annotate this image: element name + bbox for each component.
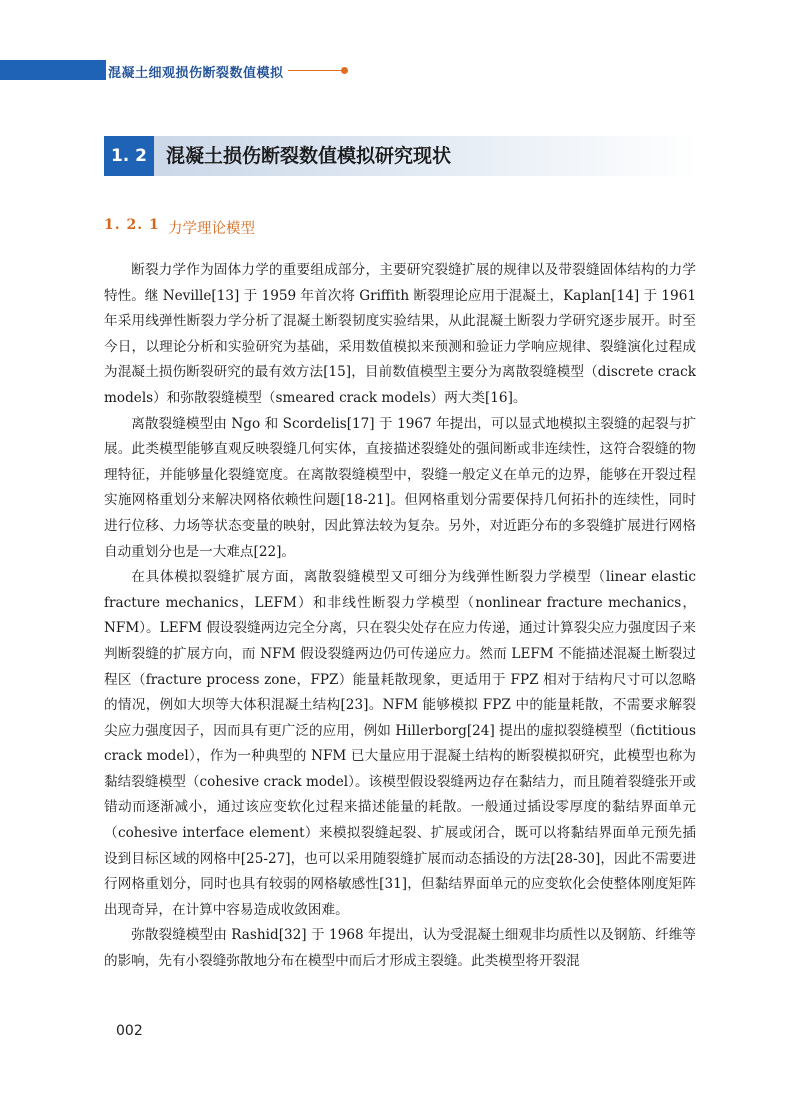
header-band	[0, 60, 106, 80]
body-text	[104, 258, 696, 975]
subsection-title: 力学理论模型	[168, 221, 255, 237]
running-header-title: 混凝土细观损伤断裂数值模拟	[108, 66, 284, 81]
page-number: 002	[116, 1023, 143, 1039]
subsection-number: 1. 2. 1	[104, 217, 160, 233]
header-orange-line	[288, 70, 342, 71]
paragraph: 在具体模拟裂缝扩展方面，离散裂缝模型又可细分为线弹性断裂力学模型（linear elastic fracture mechanics，LEFM）和非线性断裂力学模型（nonlinear fracture mechanics，NFM）。LEFM 假设裂缝两边完全分离，只在裂尖处存在应力传递，通过计算裂尖应力强度因子来判断裂缝的扩展方向，而 NFM 假设裂缝两边仍可传递应力。然而 LEFM 不能描述混凝土断裂过程区（fracture process zone，FPZ）能量耗散现象，更适用于 FPZ 相对于结构尺寸可以忽略的情况，例如大坝等大体积混凝土结构[23]。NFM 能够模拟 FPZ 中的能量耗散，不需要求解裂尖应力强度因子，因而具有更广泛的应用，例如 Hillerborg[24] 提出的虚拟裂缝模型（fictitious crack model），作为一种典型的 NFM 已大量应用于混凝土结构的断裂模拟研究，此模型也称为黏结裂缝模型（cohesive crack model）。该模型假设裂缝两边存在黏结力，而且随着裂缝张开或错动而逐渐减小，通过该应变软化过程来描述能量的耗散。一般通过插设零厚度的黏结界面单元（cohesive interface element）来模拟裂缝起裂、扩展或闭合，既可以将黏结界面单元预先插设到目标区域的网格中[25-27]，也可以采用随裂缝扩展而动态插设的方法[28-30]，因此不需要进行网格重划分，同时也具有较弱的网格敏感性[31]，但黏结界面单元的应变软化会使整体刚度矩阵出现奇异，在计算中容易造成收敛困难。	[104, 569, 696, 918]
paragraph: 弥散裂缝模型由 Rashid[32] 于 1968 年提出，认为受混凝土细观非均质性以及钢筋、纤维等的影响，先有小裂缝弥散地分布在模型中而后才形成主裂缝。此类模型将开裂混	[104, 927, 696, 970]
section-title: 混凝土损伤断裂数值模拟研究现状	[166, 145, 452, 167]
header-orange-dot	[341, 67, 348, 74]
paragraph: 断裂力学作为固体力学的重要组成部分，主要研究裂缝扩展的规律以及带裂缝固体结构的力学特性。继 Neville[13] 于 1959 年首次将 Griffith 断裂理论应用于混凝土，Kaplan[14] 于 1961 年采用线弹性断裂力学分析了混凝土断裂韧度实验结果，从此混凝土断裂力学研究逐步展开。时至今日，以理论分析和实验研究为基础，采用数值模拟来预测和验证力学响应规律、裂缝演化过程成为混凝土损伤断裂研究的最有效方法[15]，目前数值模型主要分为离散裂缝模型（discrete crack models）和弥散裂缝模型（smeared crack models）两大类[16]。	[104, 262, 696, 406]
section-number: 1. 2	[104, 136, 154, 176]
paragraph: 离散裂缝模型由 Ngo 和 Scordelis[17] 于 1967 年提出，可以显式地模拟主裂缝的起裂与扩展。此类模型能够直观反映裂缝几何实体，直接描述裂缝处的强间断或非连续性，这符合裂缝的物理特征，并能够量化裂缝宽度。在离散裂缝模型中，裂缝一般定义在单元的边界，能够在开裂过程实施网格重划分来解决网格依赖性问题[18-21]。但网格重划分需要保持几何拓扑的连续性，同时进行位移、力场等状态变量的映射，因此算法较为复杂。另外，对近距分布的多裂缝扩展进行网格自动重划分也是一大难点[22]。	[104, 415, 696, 560]
